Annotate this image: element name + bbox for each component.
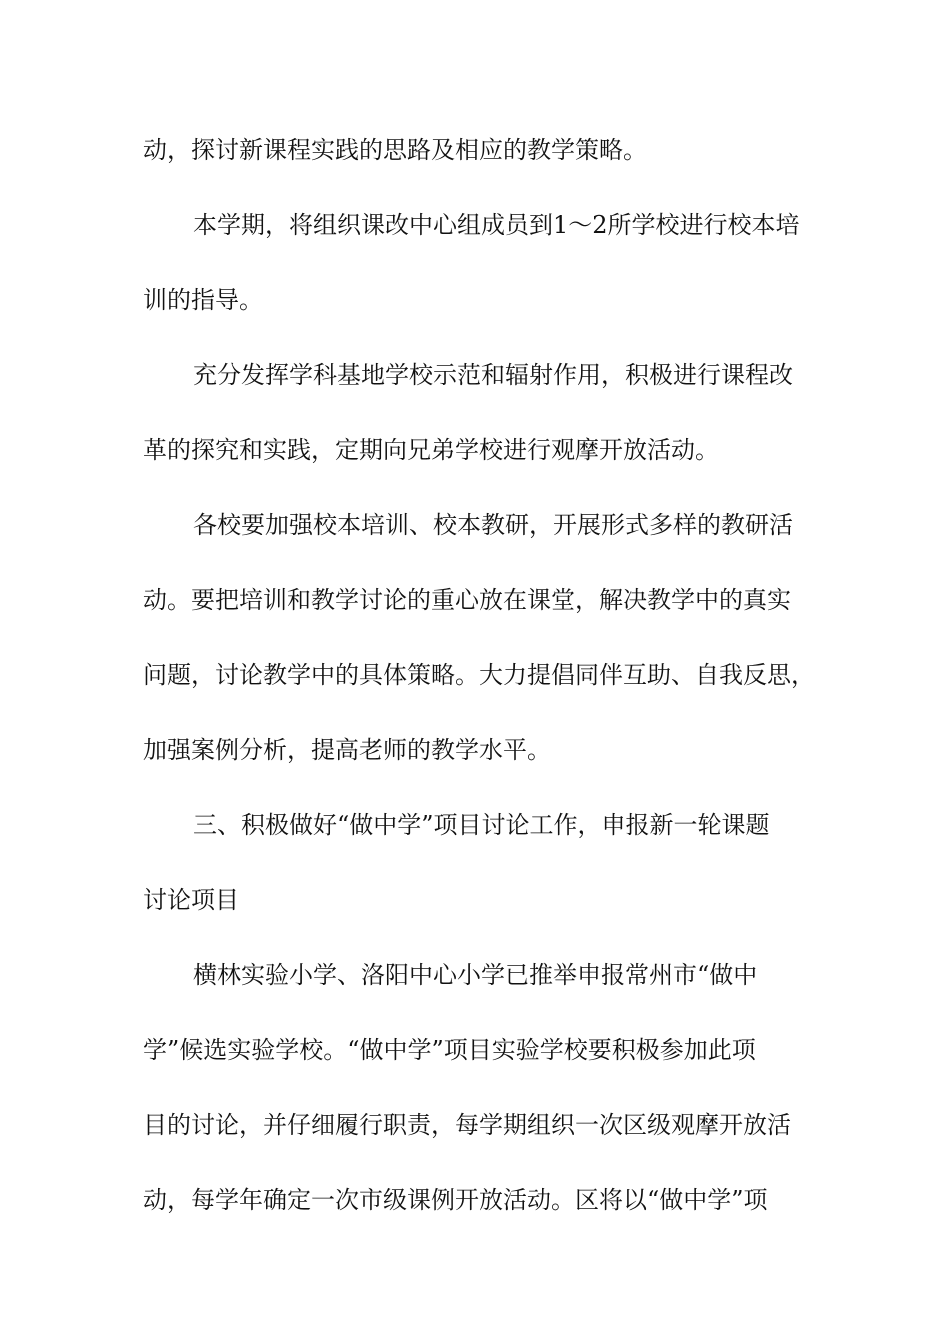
text-line: 动。要把培训和教学讨论的重心放在课堂，解决教学中的真实 bbox=[143, 586, 791, 614]
text-line: 目的讨论，并仔细履行职责，每学期组织一次区级观摩开放活 bbox=[143, 1111, 791, 1139]
section-heading-line: 三、积极做好“做中学”项目讨论工作，申报新一轮课题 bbox=[193, 811, 770, 839]
paragraph-start-line: 各校要加强校本培训、校本教研，开展形式多样的教研活 bbox=[193, 511, 793, 539]
paragraph-start-line: 横林实验小学、洛阳中心小学已推举申报常州市“做中 bbox=[193, 961, 758, 989]
section-heading-line: 讨论项目 bbox=[143, 886, 239, 914]
text-line: 革的探究和实践，定期向兄弟学校进行观摩开放活动。 bbox=[143, 436, 719, 464]
text-line: 动，每学年确定一次市级课例开放活动。区将以“做中学”项 bbox=[143, 1186, 768, 1214]
paragraph-start-line: 本学期，将组织课改中心组成员到1～2所学校进行校本培 bbox=[193, 211, 800, 239]
paragraph-start-line: 充分发挥学科基地学校示范和辐射作用，积极进行课程改 bbox=[193, 361, 793, 389]
text-line: 训的指导。 bbox=[143, 286, 263, 314]
text-line: 学”候选实验学校。“做中学”项目实验学校要积极参加此项 bbox=[143, 1036, 756, 1064]
text-line: 问题，讨论教学中的具体策略。大力提倡同伴互助、自我反思， bbox=[143, 661, 815, 689]
text-line: 动，探讨新课程实践的思路及相应的教学策略。 bbox=[143, 136, 647, 164]
text-line: 加强案例分析，提高老师的教学水平。 bbox=[143, 736, 551, 764]
